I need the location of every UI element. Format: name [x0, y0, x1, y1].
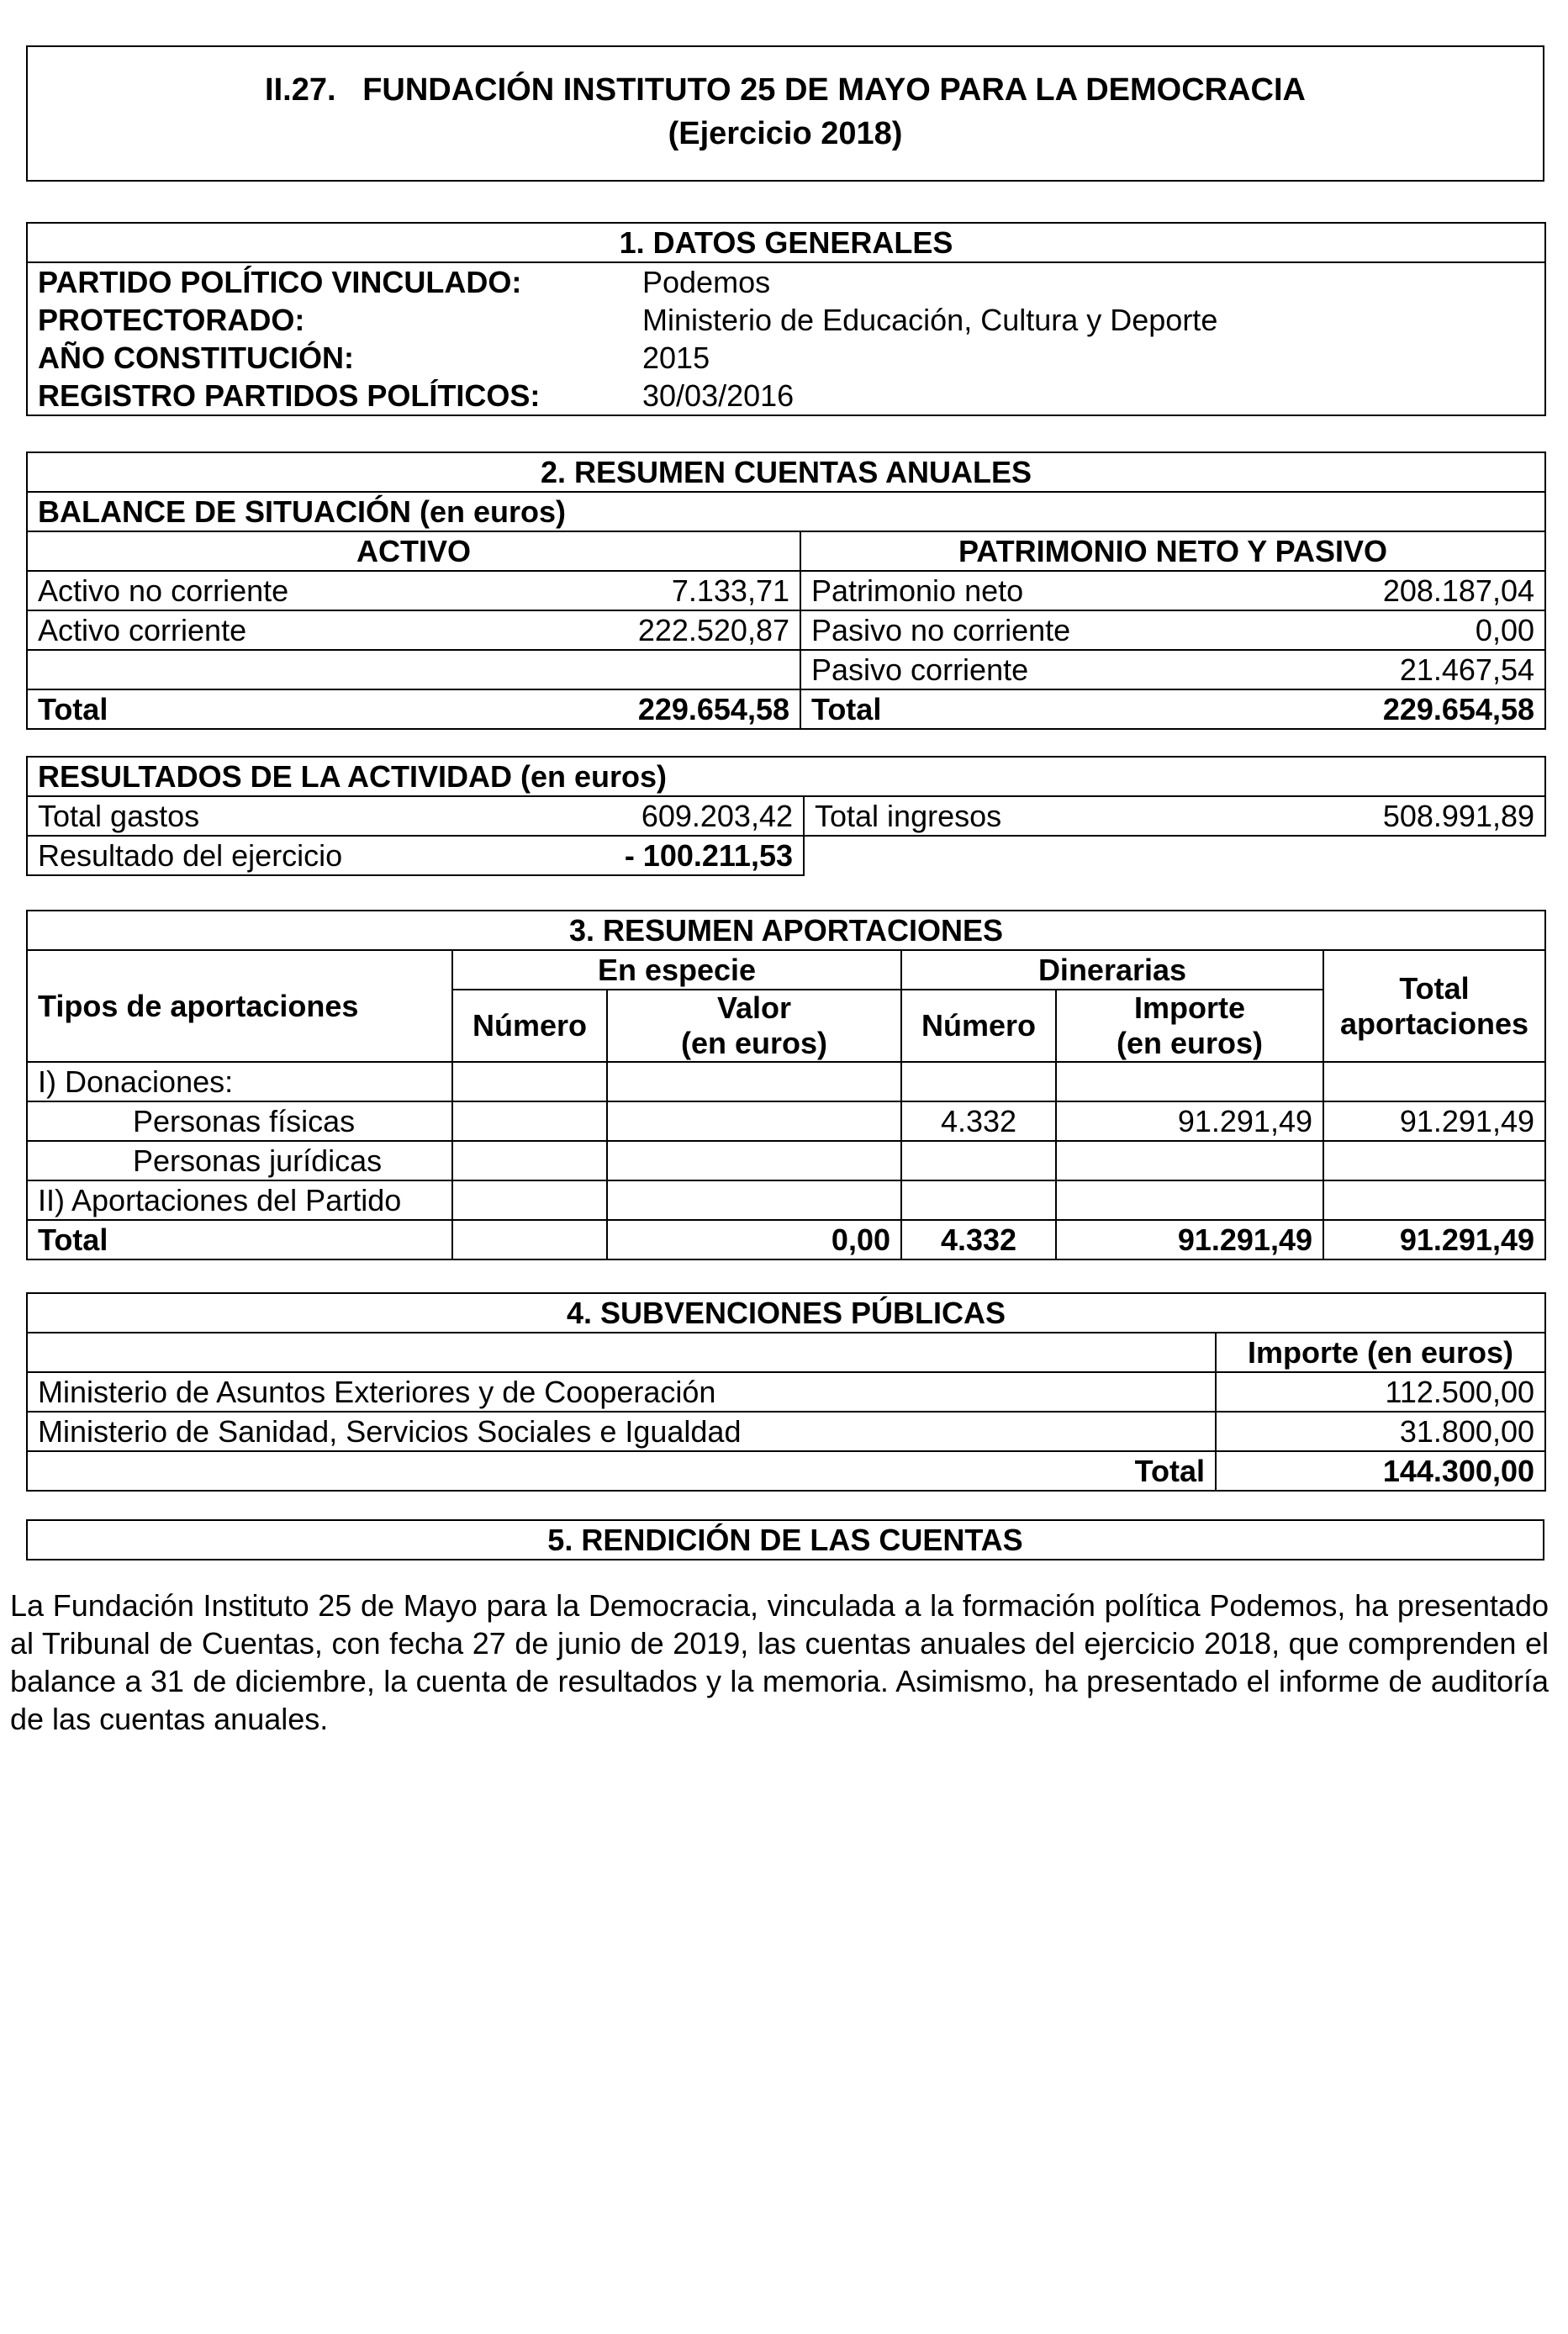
subvenciones-total-value: 144.300,00 — [1216, 1451, 1545, 1491]
report-title-box — [26, 45, 1544, 182]
table-row — [27, 1372, 1545, 1412]
col-dinerarias-numero: Número — [901, 990, 1056, 1062]
pasivo-corriente-value: 21.467,54 — [1318, 650, 1545, 689]
col-dinerarias-importe — [1056, 990, 1323, 1062]
group-en-especie: En especie — [452, 950, 901, 990]
total-d-imp: 91.291,49 — [1056, 1220, 1323, 1259]
pasivo-no-corriente-value: 0,00 — [1318, 610, 1545, 650]
balance-table — [26, 451, 1546, 730]
col-total-line-1: Total — [1399, 970, 1470, 1006]
table-row — [27, 1412, 1545, 1451]
cell-e-num — [452, 1141, 607, 1180]
resultado-value: - 100.211,53 — [523, 836, 804, 875]
col-valor-line-2: (en euros) — [680, 1026, 828, 1060]
activo-corriente-label: Activo corriente — [27, 610, 523, 650]
datos-generales-heading: 1. DATOS GENERALES — [27, 223, 1545, 262]
total-e-val: 0,00 — [607, 1220, 901, 1259]
resultados-table — [26, 756, 1546, 876]
group-dinerarias: Dinerarias — [901, 950, 1323, 990]
ano-constitucion-value: 2015 — [632, 339, 1545, 377]
activo-empty-label — [27, 650, 523, 689]
cell-total — [1323, 1141, 1545, 1180]
table-row — [27, 1062, 1545, 1101]
row-label: Personas físicas — [27, 1101, 452, 1141]
cell-total — [1323, 1180, 1545, 1220]
cell-d-num — [901, 1180, 1056, 1220]
pasivo-corriente-label: Pasivo corriente — [800, 650, 1318, 689]
activo-no-corriente-value: 7.133,71 — [523, 571, 800, 610]
rendicion-table — [26, 1519, 1544, 1560]
aportaciones-table — [26, 910, 1546, 1260]
row-label: II) Aportaciones del Partido — [27, 1180, 452, 1220]
subvencion-value: 112.500,00 — [1216, 1372, 1545, 1412]
pasivo-total-value: 229.654,58 — [1318, 689, 1545, 729]
cell-e-num — [452, 1101, 607, 1141]
registro-label: REGISTRO PARTIDOS POLÍTICOS: — [27, 377, 632, 415]
partido-label: PARTIDO POLÍTICO VINCULADO: — [27, 262, 632, 301]
total-gastos-value: 609.203,42 — [523, 796, 804, 836]
cell-d-num: 4.332 — [901, 1101, 1056, 1141]
total-e-num — [452, 1220, 607, 1259]
resultado-label: Resultado del ejercicio — [27, 836, 523, 875]
balance-title: BALANCE DE SITUACIÓN (en euros) — [27, 492, 1545, 531]
cuentas-heading: 2. RESUMEN CUENTAS ANUALES — [27, 452, 1545, 492]
activo-total-value: 229.654,58 — [523, 689, 800, 729]
table-row — [27, 1141, 1545, 1180]
cell-e-val — [607, 1141, 901, 1180]
subvenciones-total-label: Total — [27, 1451, 1216, 1491]
cell-d-num — [901, 1062, 1056, 1101]
total-gastos-label: Total gastos — [27, 796, 523, 836]
protectorado-label: PROTECTORADO: — [27, 301, 632, 339]
col-tipos-aportaciones: Tipos de aportaciones — [27, 950, 452, 1062]
activo-no-corriente-label: Activo no corriente — [27, 571, 523, 610]
cell-d-imp — [1056, 1180, 1323, 1220]
subvenciones-header-spacer — [27, 1333, 1216, 1372]
cell-e-val — [607, 1180, 901, 1220]
cell-d-imp — [1056, 1141, 1323, 1180]
row-label: Personas jurídicas — [27, 1141, 452, 1180]
col-importe-line-2: (en euros) — [1116, 1026, 1264, 1060]
activo-corriente-value: 222.520,87 — [523, 610, 800, 650]
cell-d-num — [901, 1141, 1056, 1180]
patrimonio-neto-value: 208.187,04 — [1318, 571, 1545, 610]
col-importe-line-1: Importe — [1133, 990, 1245, 1025]
total-row — [27, 1220, 1545, 1259]
cell-total — [1323, 1062, 1545, 1101]
ano-constitucion-label: AÑO CONSTITUCIÓN: — [27, 339, 632, 377]
subvenciones-heading: 4. SUBVENCIONES PÚBLICAS — [27, 1293, 1545, 1333]
subvencion-label: Ministerio de Asuntos Exteriores y de Cooperación — [27, 1372, 1216, 1412]
pasivo-total-label: Total — [800, 689, 1318, 729]
rendicion-paragraph: La Fundación Instituto 25 de Mayo para la Democracia, vinculada a la formación política Podemos, ha presentado al Tribunal de Cuentas, con fecha 27 de junio de 2019, las cuentas anuales del ejercicio 2018, que comprenden el balance a 31 de diciembre, la cuenta de resultados y la memoria. Asimismo, ha presentado el informe de auditoría de las cuentas anuales. — [10, 1588, 1549, 1736]
cell-e-val — [607, 1101, 901, 1141]
activo-header: ACTIVO — [27, 531, 800, 571]
total-ingresos-value: 508.991,89 — [1322, 796, 1545, 836]
total-ingresos-label: Total ingresos — [804, 796, 1322, 836]
total-d-num: 4.332 — [901, 1220, 1056, 1259]
cell-d-imp — [1056, 1062, 1323, 1101]
col-valor-line-1: Valor — [716, 990, 792, 1025]
cell-e-num — [452, 1062, 607, 1101]
subvenciones-table — [26, 1292, 1546, 1492]
col-importe-euros: Importe (en euros) — [1216, 1333, 1545, 1372]
registro-value: 30/03/2016 — [632, 377, 1545, 415]
report-title: II.27. FUNDACIÓN INSTITUTO 25 DE MAYO PARA LA DEMOCRACIA — [265, 72, 1306, 108]
table-row — [27, 1180, 1545, 1220]
partido-value: Podemos — [632, 262, 1545, 301]
col-especie-numero: Número — [452, 990, 607, 1062]
patrimonio-neto-label: Patrimonio neto — [800, 571, 1318, 610]
pasivo-no-corriente-label: Pasivo no corriente — [800, 610, 1318, 650]
col-total-aportaciones — [1323, 950, 1545, 1062]
report-subtitle: (Ejercicio 2018) — [668, 116, 903, 151]
cell-e-num — [452, 1180, 607, 1220]
table-row — [27, 1101, 1545, 1141]
subvencion-value: 31.800,00 — [1216, 1412, 1545, 1451]
total-label: Total — [27, 1220, 452, 1259]
activo-total-label: Total — [27, 689, 523, 729]
row-label: I) Donaciones: — [27, 1062, 452, 1101]
rendicion-heading: 5. RENDICIÓN DE LAS CUENTAS — [27, 1520, 1544, 1560]
cell-e-val — [607, 1062, 901, 1101]
col-especie-valor — [607, 990, 901, 1062]
resultados-title: RESULTADOS DE LA ACTIVIDAD (en euros) — [27, 757, 1545, 796]
datos-generales-table — [26, 222, 1546, 416]
total-total: 91.291,49 — [1323, 1220, 1545, 1259]
cell-total: 91.291,49 — [1323, 1101, 1545, 1141]
cell-d-imp: 91.291,49 — [1056, 1101, 1323, 1141]
protectorado-value: Ministerio de Educación, Cultura y Deporte — [632, 301, 1545, 339]
activo-empty-value — [523, 650, 800, 689]
pasivo-header: PATRIMONIO NETO Y PASIVO — [800, 531, 1545, 571]
aportaciones-heading: 3. RESUMEN APORTACIONES — [27, 911, 1545, 950]
resultado-empty-cell — [804, 836, 1545, 875]
subvencion-label: Ministerio de Sanidad, Servicios Sociales e Igualdad — [27, 1412, 1216, 1451]
col-total-line-2: aportaciones — [1339, 1006, 1529, 1041]
